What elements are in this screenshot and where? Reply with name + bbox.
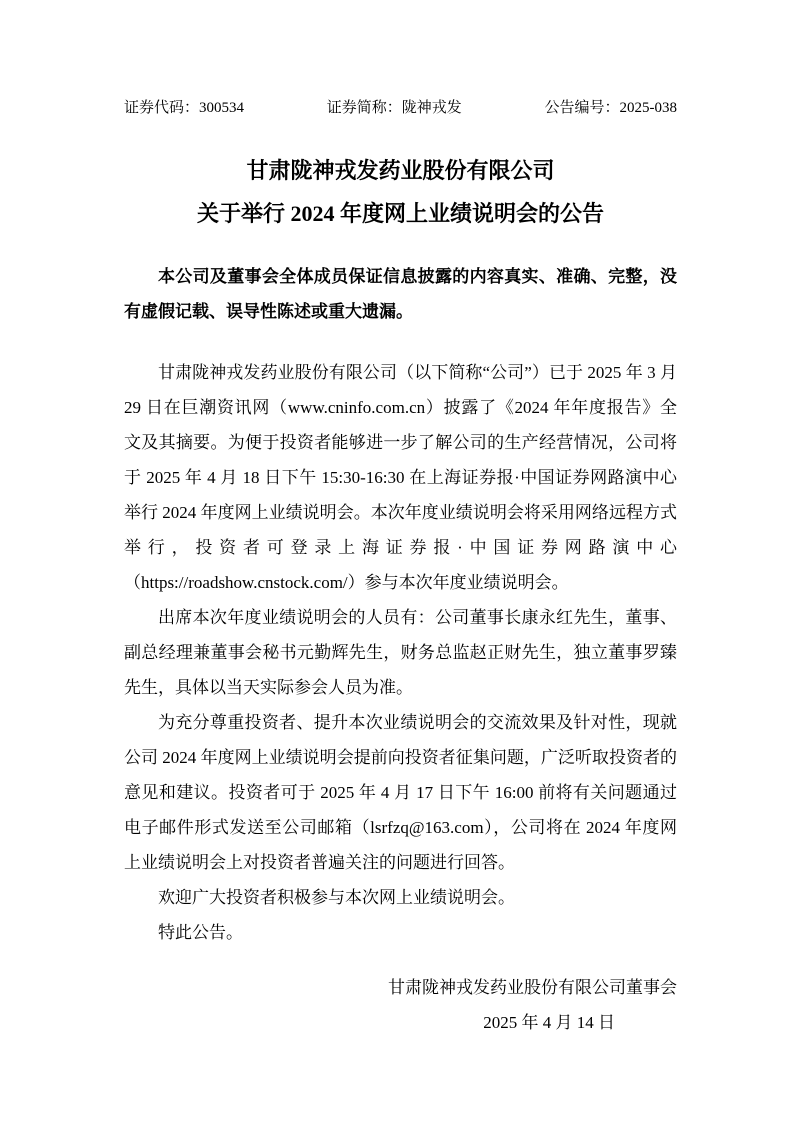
signature-date: 2025 年 4 月 14 日 xyxy=(483,1013,615,1032)
disclaimer-statement: 本公司及董事会全体成员保证信息披露的内容真实、准确、完整，没有虚假记载、误导性陈述或重大遗漏。 xyxy=(124,267,677,321)
page-content xyxy=(124,97,677,1040)
paragraph-closing: 特此公告。 xyxy=(158,923,243,942)
signature-block xyxy=(124,970,677,1040)
title-block xyxy=(124,149,677,235)
stock-short-name: 证券简称：陇神戎发 xyxy=(326,100,462,116)
announcement-title: 关于举行 2024 年度网上业绩说明会的公告 xyxy=(196,201,604,226)
document-header xyxy=(124,97,677,119)
paragraph-question-collection: 为充分尊重投资者、提升本次业绩说明会的交流效果及针对性，现就公司 2024 年度网上业绩说明会提前向投资者征集问题，广泛听取投资者的意见和建议。投资者可于 2025 年 4 月 17 日下午 16:00 前将有关问题通过电子邮件形式发送至公司邮箱（lsrfzq@163.com），公司将在 2024 年度网上业绩说明会上对投资者普遍关注的问题进行回答。 xyxy=(124,713,677,872)
announcement-number: 公告编号：2025-038 xyxy=(544,100,677,116)
paragraph-welcome: 欢迎广大投资者积极参与本次网上业绩说明会。 xyxy=(158,888,515,907)
stock-code: 证券代码：300534 xyxy=(124,100,245,116)
company-name-title: 甘肃陇神戎发药业股份有限公司 xyxy=(246,158,555,183)
paragraph-disclosure-info: 甘肃陇神戎发药业股份有限公司（以下简称“公司”）已于 2025 年 3 月 29 日在巨潮资讯网（www.cninfo.com.cn）披露了《2024 年年度报告》全文及其摘要。为便于投资者能够进一步了解公司的生产经营情况，公司将于 2025 年 4 月 18 日下午 15:30-16:30 在上海证券报·中国证券网路演中心举行 2024 年度网上业绩说明会。本次年度业绩说明会将采用网络远程方式举行，投资者可登录上海证券报·中国证券网路演中心（https://roadshow.cnstock.com/）参与本次年度业绩说明会。 xyxy=(124,363,677,592)
paragraph-attendees: 出席本次年度业绩说明会的人员有：公司董事长康永红先生，董事、副总经理兼董事会秘书元勤辉先生，财务总监赵正财先生，独立董事罗臻先生，具体以当天实际参会人员为准。 xyxy=(124,608,677,697)
body-text xyxy=(124,355,677,950)
signature-company: 甘肃陇神戎发药业股份有限公司董事会 xyxy=(388,978,677,997)
